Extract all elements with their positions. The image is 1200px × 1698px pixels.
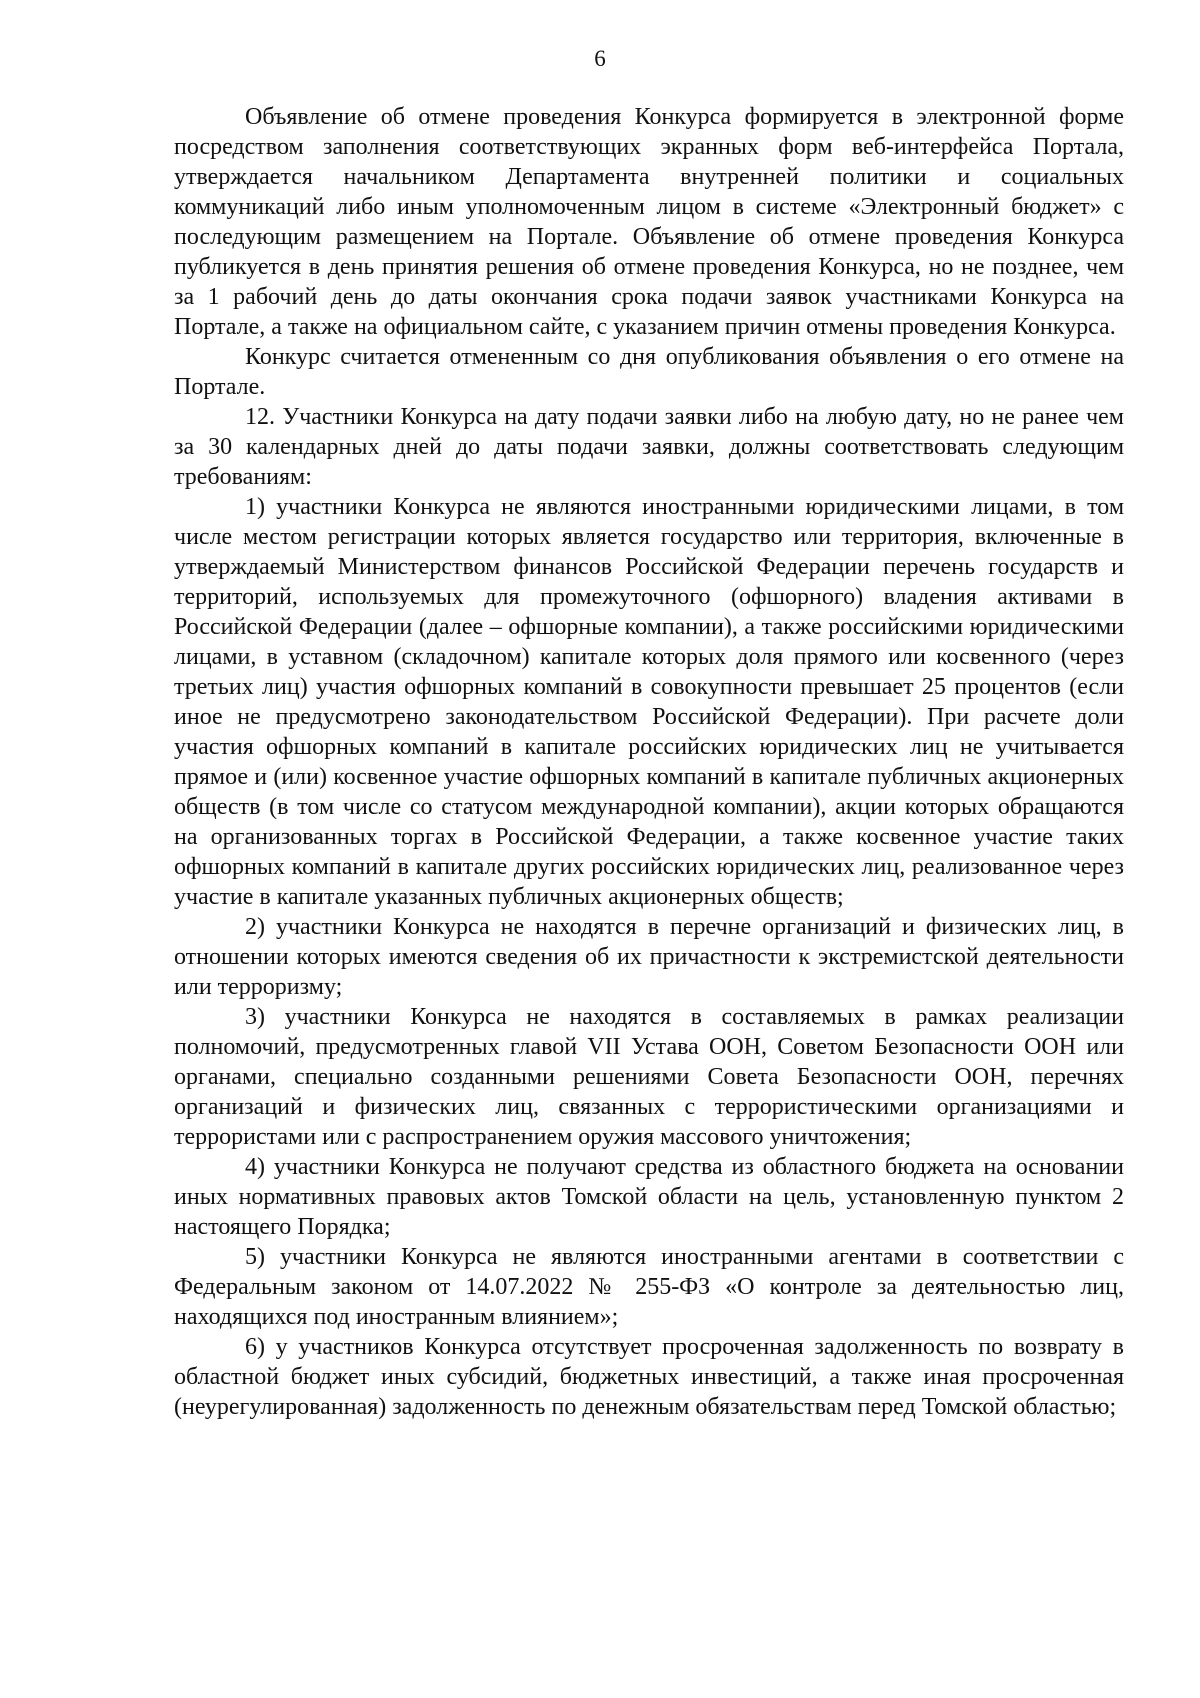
paragraph-requirement-4: 4) участники Конкурса не получают средства из областного бюджета на основании иных нормативных правовых актов Томской области на цель, установленную пунктом 2 настоящего Порядка;	[174, 1154, 1124, 1240]
paragraph-requirement-2: 2) участники Конкурса не находятся в перечне организаций и физических лиц, в отношении которых имеются сведения об их причастности к экстремистской деятельности или терроризму;	[174, 914, 1124, 1000]
paragraph-requirement-6: 6) у участников Конкурса отсутствует просроченная задолженность по возврату в областной бюджет иных субсидий, бюджетных инвестиций, а также иная просроченная (неурегулированная) задолженность по денежным обязательствам перед Томской областью;	[174, 1334, 1124, 1420]
paragraph-requirement-1: 1) участники Конкурса не являются иностранными юридическими лицами, в том числе местом регистрации которых является государство или территория, включенные в утверждаемый Министерством финансов Российской Федерации перечень государств и территорий, используемых для промежуточного (офшорного) владения активами в Российской Федерации (далее – офшорные компании), а также российскими юридическими лицами, в уставном (складочном) капитале которых доля прямого или косвенного (через третьих лиц) участия офшорных компаний в совокупности превышает 25 процентов (если иное не предусмотрено законодательством Российской Федерации). При расчете доли участия офшорных компаний в капитале российских юридических лиц не учитывается прямое и (или) косвенное участие офшорных компаний в капитале публичных акционерных обществ (в том числе со статусом международной компании), акции которых обращаются на организованных торгах в Российской Федерации, а также косвенное участие таких офшорных компаний в капитале других российских юридических лиц, реализованное через участие в капитале указанных публичных акционерных обществ;	[174, 494, 1124, 910]
paragraph-clause-12: 12. Участники Конкурса на дату подачи заявки либо на любую дату, но не ранее чем за 30 календарных дней до даты подачи заявки, должны соответствовать следующим требованиям:	[174, 404, 1124, 490]
paragraph-contest-cancelled: Конкурс считается отмененным со дня опубликования объявления о его отмене на Портале.	[174, 344, 1124, 400]
paragraph-requirement-5: 5) участники Конкурса не являются иностранными агентами в соответствии с Федеральным законом от 14.07.2022 № 255-ФЗ «О контроле за деятельностью лиц, находящихся под иностранным влиянием»;	[174, 1244, 1124, 1330]
document-body	[174, 102, 1124, 1422]
page-number: 6	[594, 46, 606, 71]
paragraph-requirement-3: 3) участники Конкурса не находятся в составляемых в рамках реализации полномочий, предусмотренных главой VII Устава ООН, Советом Безопасности ООН или органами, специально созданными решениями Совета Безопасности ООН, перечнях организаций и физических лиц, связанных с террористическими организациями и террористами или с распространением оружия массового уничтожения;	[174, 1004, 1124, 1150]
paragraph-cancellation-announcement: Объявление об отмене проведения Конкурса формируется в электронной форме посредством заполнения соответствующих экранных форм веб-интерфейса Портала, утверждается начальником Департамента внутренней политики и социальных коммуникаций либо иным уполномоченным лицом в системе «Электронный бюджет» с последующим размещением на Портале. Объявление об отмене проведения Конкурса публикуется в день принятия решения об отмене проведения Конкурса, но не позднее, чем за 1 рабочий день до даты окончания срока подачи заявок участниками Конкурса на Портале, а также на официальном сайте, с указанием причин отмены проведения Конкурса.	[174, 104, 1124, 340]
